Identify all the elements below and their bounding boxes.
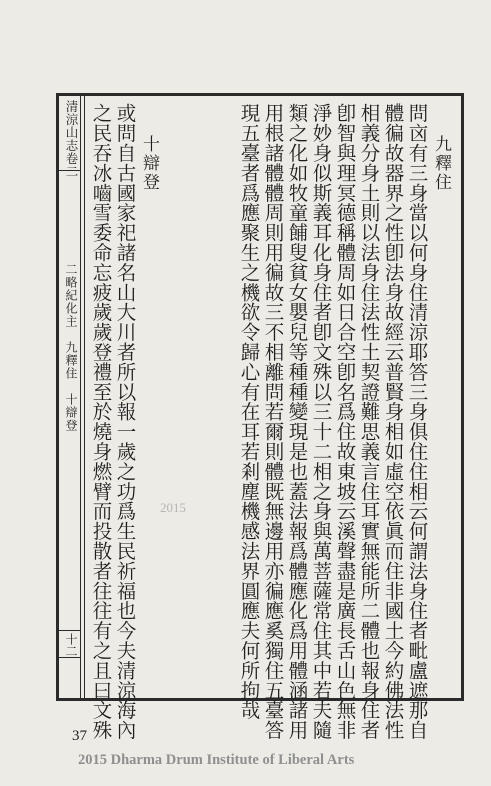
text-line: 或問自古國家祀諸名山大川者所以報一歲之功爲生民祈福也今夫清涼海內 [113, 103, 137, 740]
book-title: 清涼山志卷二 [64, 100, 79, 178]
margin-subtitle: 二略紀化主 九釋住 十辯登 [64, 263, 78, 432]
section-heading-nine: 九釋住 [431, 135, 451, 192]
text-line: 相義分身土則以法身住法性土契證難思義言住耳實無能所二體也報身住者 [357, 103, 381, 740]
margin-divider [80, 96, 81, 698]
folio-number: 37 [72, 728, 87, 744]
text-line: 體徧故器界之性卽法身故經云普賢身相如虛空依眞而住非國土今約佛法性 [381, 103, 405, 740]
text-line: 淨妙身似斯義耳化身住者卽文殊以三十二相之身與萬菩薩常住其中若夫隨 [309, 103, 333, 740]
margin-separator [59, 170, 81, 171]
section-heading-ten: 十辯登 [139, 135, 159, 192]
text-line: 問㐫有三身當以何身住清涼耶答三身俱住住相云何謂法身住者毗盧遮那自 [405, 103, 429, 740]
text-line: 用根諸體體周則用徧故三不相離問若爾則體既無邊用亦徧應奚獨住五臺答 [261, 103, 285, 740]
margin-page-number: 十二 [64, 633, 78, 657]
text-line: 現五臺者爲應聚生之機欲令歸心有在耳若剎塵機感法界圓應夫何所拘哉 [237, 103, 261, 720]
margin-column [59, 98, 79, 696]
margin-divider-inner [84, 96, 85, 698]
text-line: 類之化如牧童餔叟貧女嬰兒等種種變現是也蓋法報爲體應化爲用體涵諸用 [285, 103, 309, 740]
text-line: 卽智與理冥德稱體周如日合空卽名爲住故東坡云溪聲盡是廣長舌山色無非 [333, 103, 357, 740]
watermark-overlay: 2015 [160, 500, 186, 515]
watermark-text: 2015 Dharma Drum Institute of Liberal Arts [78, 752, 355, 768]
text-line: 之民吞冰嚙雪委命忘疲歲歲登禮至於燒身燃臂而投散者往往有之且曰文殊 [89, 103, 113, 740]
